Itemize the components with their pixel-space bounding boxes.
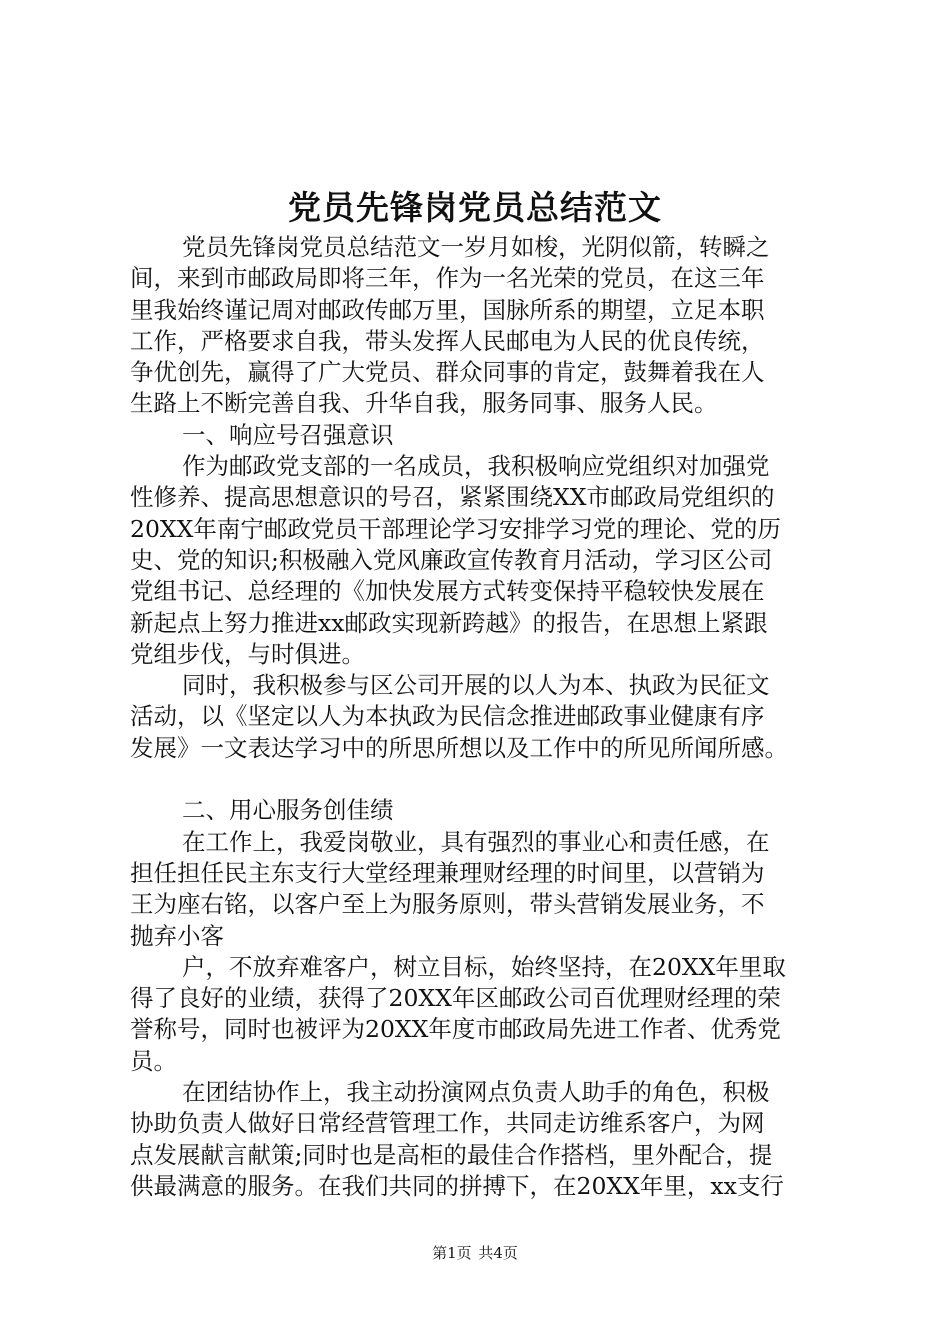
page-total: 共4页: [478, 1244, 518, 1262]
paragraph-line: 生路上不断完善自我、升华自我，服务同事、服务人民。: [130, 389, 718, 418]
paragraph-line: 性修养、提高思想意识的号召，紧紧围绕XX市邮政局党组织的: [130, 483, 775, 512]
paragraph-line: 在工作上，我爱岗敬业，具有强烈的事业心和责任感，在: [182, 827, 770, 856]
section-heading: 二、用心服务创佳绩: [182, 796, 394, 825]
paragraph-line: 协助负责人做好日常经营管理工作，共同走访维系客户，为网: [130, 1109, 765, 1138]
paragraph-line: 供最满意的服务。在我们共同的拼搏下，在20XX年里，xx支行: [130, 1171, 784, 1200]
page-number: 第1页: [432, 1244, 472, 1262]
paragraph-line: 在团结协作上，我主动扮演网点负责人助手的角色，积极: [182, 1078, 770, 1107]
paragraph-line: 抛弃小客: [130, 921, 224, 950]
paragraph-line: 党员先锋岗党员总结范文一岁月如梭，光阴似箭，转瞬之: [182, 233, 770, 261]
paragraph-line: 活动，以《坚定以人为本执政为民信念推进邮政事业健康有序: [130, 702, 765, 731]
paragraph-line: 同时，我积极参与区公司开展的以人为本、执政为民征文: [182, 671, 770, 700]
paragraph-line: 间，来到市邮政局即将三年，作为一名光荣的党员，在这三年: [130, 264, 765, 293]
document-body: [130, 232, 835, 1202]
page-footer: [0, 1243, 950, 1263]
paragraph-line: 王为座右铭，以客户至上为服务原则，带头营销发展业务，不: [130, 890, 765, 919]
section-heading: 一、响应号召强意识: [182, 420, 394, 449]
paragraph-line: 得了良好的业绩，获得了20XX年区邮政公司百优理财经理的荣: [130, 984, 781, 1013]
paragraph-line: 誉称号，同时也被评为20XX年度市邮政局先进工作者、优秀党: [130, 1015, 781, 1044]
paragraph-line: 发展》一文表达学习中的所思所想以及工作中的所见所闻所感。: [130, 733, 788, 762]
paragraph-line: 党组书记、总经理的《加快发展方式转变保持平稳较快发展在: [130, 577, 765, 606]
document-title: 党员先锋岗党员总结范文: [288, 188, 662, 227]
paragraph-line: 工作，严格要求自我，带头发挥人民邮电为人民的优良传统，: [130, 326, 765, 355]
paragraph-line: 史、党的知识;积极融入党风廉政宣传教育月活动，学习区公司: [130, 545, 773, 574]
paragraph-line: 户，不放弃难客户，树立目标，始终坚持，在20XX年里取: [182, 952, 786, 981]
paragraph-line: 作为邮政党支部的一名成员，我积极响应党组织对加强党: [182, 452, 770, 481]
blank-line: [130, 764, 835, 795]
paragraph-line: 争优创先，赢得了广大党员、群众同事的肯定，鼓舞着我在人: [130, 358, 765, 387]
paragraph-line: 新起点上努力推进xx邮政实现新跨越》的报告，在思想上紧跟: [130, 608, 768, 637]
paragraph-line: 担任担任民主东支行大堂经理兼理财经理的时间里，以营销为: [130, 858, 765, 887]
paragraph-line: 党组步伐，与时俱进。: [130, 639, 365, 668]
paragraph-line: 员。: [130, 1046, 177, 1075]
paragraph-line: 点发展献言献策;同时也是高柜的最佳合作搭档，里外配合，提: [130, 1140, 773, 1169]
paragraph-line: 里我始终谨记周对邮政传邮万里，国脉所系的期望，立足本职: [130, 295, 765, 324]
paragraph-line: 20XX年南宁邮政党员干部理论学习安排学习党的理论、党的历: [130, 514, 781, 543]
